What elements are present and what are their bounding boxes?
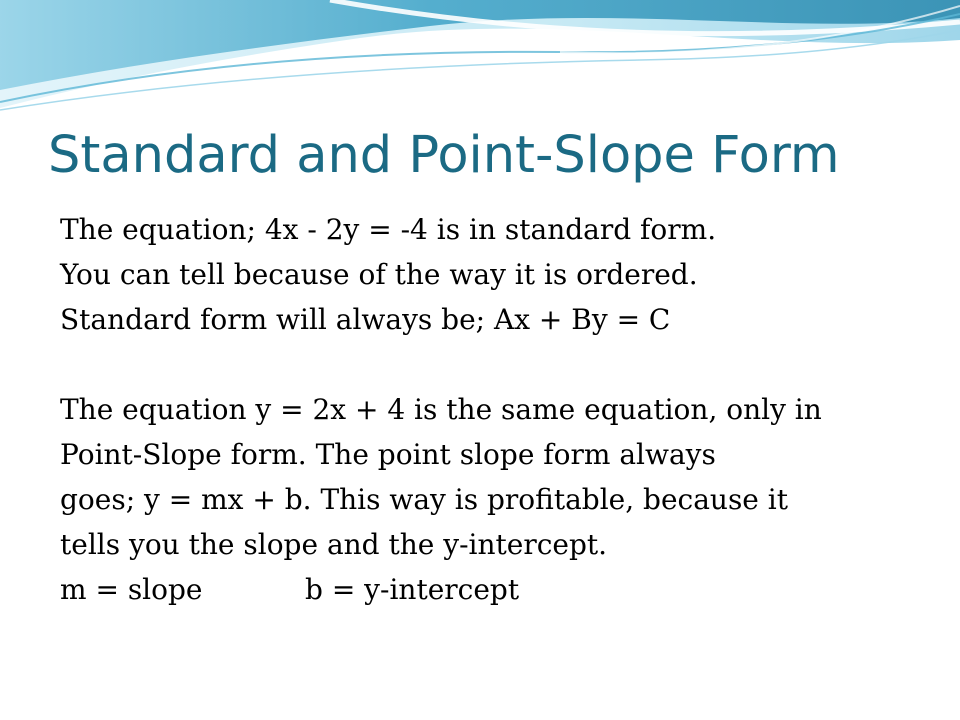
slide-body <box>60 207 940 612</box>
header-wave-decoration <box>0 0 960 120</box>
text-line: The equation y = 2x + 4 is the same equation, only in <box>60 393 822 426</box>
definitions-row <box>60 567 940 612</box>
text-line: You can tell because of the way it is ordered. <box>60 258 698 291</box>
paragraph-point-slope-form <box>60 387 940 567</box>
text-line: Point-Slope form. The point slope form always <box>60 438 716 471</box>
definition-slope: m = slope <box>60 573 203 606</box>
text-line: Standard form will always be; Ax + By = C <box>60 303 671 336</box>
text-line: tells you the slope and the y-intercept. <box>60 528 608 561</box>
paragraph-standard-form <box>60 207 940 342</box>
paragraph-spacer <box>60 342 940 387</box>
definition-y-intercept: b = y-intercept <box>305 573 520 606</box>
text-line: goes; y = mx + b. This way is profitable, because it <box>60 483 788 516</box>
text-line: The equation; 4x - 2y = -4 is in standard form. <box>60 213 717 246</box>
slide-title: Standard and Point-Slope Form <box>48 126 840 185</box>
